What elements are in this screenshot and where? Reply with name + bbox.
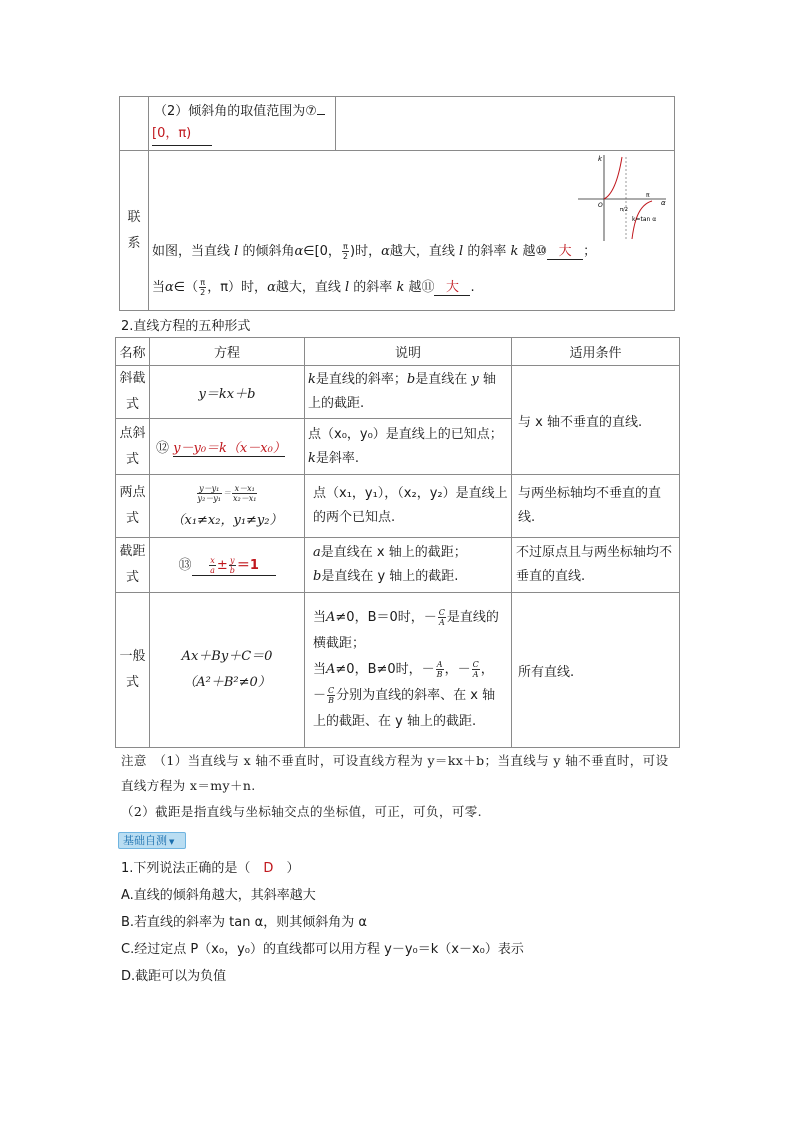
form-description: k是直线的斜率；b是直线在 y 轴上的截距.	[305, 366, 512, 419]
empty-label-cell	[120, 97, 149, 151]
answer-11: 大	[434, 276, 470, 296]
header-equation: 方程	[150, 338, 305, 366]
range-text: （2）倾斜角的取值范围为⑦	[154, 104, 317, 119]
form-condition: 与 x 轴不垂直的直线.	[512, 366, 680, 475]
form-equation: ⑫ y－y₀＝k（x－x₀）	[150, 419, 305, 475]
section-title: 2.直线方程的五种形式	[121, 319, 251, 334]
table-row	[116, 538, 680, 593]
header-condition: 适用条件	[512, 338, 680, 366]
answer-10: 大	[547, 240, 583, 260]
line-forms-table	[115, 337, 680, 748]
note-1: 注意 （1）当直线与 x 轴不垂直时，可设直线方程为 y＝kx＋b；当直线与 y 轴不垂直时，可设直线方程为 x＝my＋n.	[121, 753, 669, 793]
form-condition: 不过原点且与两坐标轴均不垂直的直线.	[512, 538, 680, 593]
form-equation: ⑬ $\frac{x}{a}$ ± $\frac{y}{b}$ ＝1	[150, 538, 305, 593]
relation-line-2: 当α∈（ $\frac{\pi}{2}$ ，π）时，α越大，直线 l 的斜率 k 越⑪ 大 .	[152, 278, 475, 297]
form-condition: 所有直线.	[512, 593, 680, 748]
question-answer: D	[263, 861, 274, 876]
relation-label: 联系	[127, 209, 141, 251]
self-test-badge: 基础自测 ▼	[118, 832, 186, 849]
form-description: 点（x₁，y₁），（x₂，y₂）是直线上的两个已知点.	[305, 475, 512, 538]
header-name: 名称	[116, 338, 150, 366]
option-a: A.直线的倾斜角越大，其斜率越大	[121, 888, 316, 903]
option-c: C.经过定点 P（x₀，y₀）的直线都可以用方程 y－y₀＝k（x－x₀）表示	[121, 942, 524, 957]
form-condition: 与两坐标轴均不垂直的直线.	[512, 475, 680, 538]
question-stem: 1.下列说法正确的是（ D ）	[121, 861, 300, 876]
form-name: 点斜式	[119, 425, 146, 467]
axis-alpha-label: α	[661, 199, 666, 207]
header-description: 说明	[305, 338, 512, 366]
properties-table	[119, 96, 675, 311]
half-pi-label: π/2	[620, 207, 628, 213]
answer-12: y－y₀＝k（x－x₀）	[173, 437, 285, 457]
table-row	[116, 593, 680, 748]
range-cell	[149, 97, 336, 151]
table-row	[116, 366, 680, 419]
relation-line-1: 如图，当直线 l 的倾斜角α∈[0， $\frac{\pi}{2}$ )时，α越大，直线 l 的斜率 k 越⑩ 大 ；	[152, 242, 597, 261]
relation-label-cell	[120, 151, 149, 311]
form-equation: Ax＋By＋C＝0 （A²＋B²≠0）	[150, 593, 305, 748]
empty-cell	[336, 97, 675, 151]
relation-cell	[149, 151, 675, 311]
form-description: 点（x₀，y₀）是直线上的已知点； k是斜率.	[305, 419, 512, 475]
form-description: 当A≠0，B＝0时，－ $\frac{C}{A}$ 是直线的横截距； 当A≠0，B≠0时，－ $\frac{A}{B}$ ，－ $\frac{C}{A}$ ， － $\frac{C}{B}$ 分别为直线的斜率、在 x 轴上的截距、在 y 轴上的截距.	[305, 593, 512, 748]
graph-caption: k=tan α	[632, 216, 657, 223]
form-name: 截距式	[119, 544, 146, 585]
origin-label: O	[598, 202, 603, 209]
form-equation: $\frac{\text{y－y₁}}{\text{y₂－y₁}}$ ＝ $\frac{\text{x－x₁}}{\text{x₂－x₁}}$ （x₁≠x₂，y₁≠y₂）	[150, 475, 305, 538]
answer-13: $\frac{x}{a}$ ± $\frac{y}{b}$ ＝1	[192, 554, 276, 576]
note-2: （2）截距是指直线与坐标轴交点的坐标值，可正，可负，可零.	[121, 804, 483, 819]
form-name: 两点式	[119, 485, 146, 526]
option-b: B.若直线的斜率为 tan α，则其倾斜角为 α	[121, 915, 367, 930]
tangent-graph	[578, 153, 668, 243]
header-row	[116, 338, 680, 366]
form-name: 一般式	[119, 649, 146, 690]
pi-label: π	[646, 192, 650, 199]
range-answer: [0，π)	[152, 123, 212, 146]
form-description: a是直线在 x 轴上的截距； b是直线在 y 轴上的截距.	[305, 538, 512, 593]
table-row	[116, 475, 680, 538]
form-equation: y＝kx＋b	[150, 366, 305, 419]
axis-k-label: k	[598, 155, 603, 163]
form-name: 斜截式	[119, 371, 146, 412]
option-d: D.截距可以为负值	[121, 969, 227, 984]
